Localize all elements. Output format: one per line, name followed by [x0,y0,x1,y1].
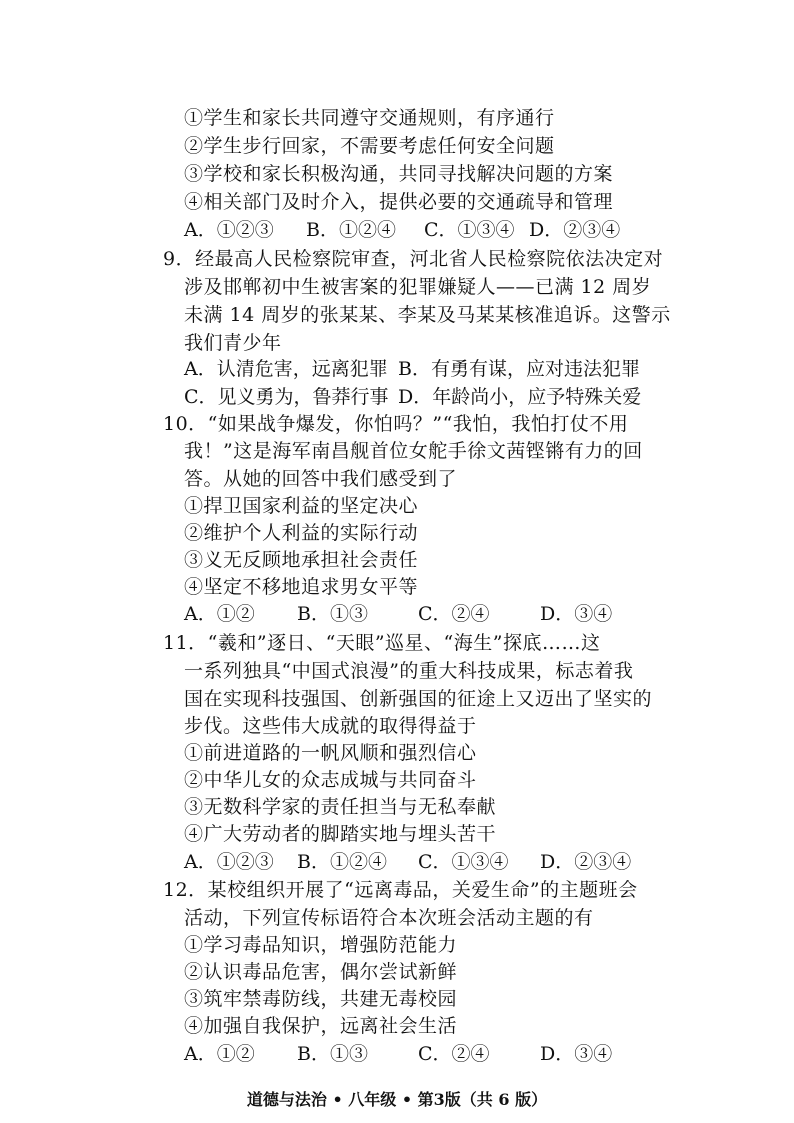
q12-item-4: ④加强自我保护，远离社会生活 [184,1015,458,1037]
q11-item-4: ④广大劳动者的脚踏实地与埋头苦干 [184,823,497,845]
q10-item-2: ②维护个人利益的实际行动 [184,522,419,544]
page-footer: 道德与法治 • 八年级 • 第3版（共 6 版） [246,1090,548,1109]
q9-option-a: A．认清危害，远离犯罪 [184,358,388,380]
q9-stem-line-1: 9．经最高人民检察院审查，河北省人民检察院依法决定对 [163,248,664,270]
q12-options [184,1041,644,1067]
q11-option-a: A．①②③ [184,851,274,873]
q9-stem-line-2: 涉及邯郸初中生被害案的犯罪嫌疑人——已满 12 周岁 [184,276,652,298]
q10-option-b: B．①③ [297,603,368,625]
q11-options [184,849,644,875]
q11-stem-line-1: 11．“羲和”逐日、“天眼”巡星、“海生”探底……这 [163,632,601,654]
q10-option-d: D．③④ [540,603,613,625]
q8-option-c: C．①③④ [424,219,515,241]
q8-item-3: ③学校和家长积极沟通，共同寻找解决问题的方案 [184,163,614,185]
q11-option-b: B．①②④ [297,851,387,873]
q11-item-1: ①前进道路的一帆风顺和强烈信心 [184,742,477,764]
q10-item-1: ①捍卫国家利益的坚定决心 [184,495,419,517]
q11-stem-line-4: 步伐。这些伟大成就的取得得益于 [184,715,477,737]
q10-stem-line-3: 答。从她的回答中我们感受到了 [184,468,458,490]
q12-option-a: A．①② [184,1043,255,1065]
q12-item-3: ③筑牢禁毒防线，共建无毒校园 [184,988,458,1010]
q10-stem-line-1: 10．“如果战争爆发，你怕吗？”“我怕，我怕打仗不用 [163,413,629,435]
q12-stem-line-1: 12．某校组织开展了“远离毒品，关爱生命”的主题班会 [163,879,638,901]
q10-options [184,601,644,627]
q10-option-c: C．②④ [418,603,490,625]
q11-option-c: C．①③④ [418,851,509,873]
q12-option-b: B．①③ [297,1043,368,1065]
q9-options-row-2 [184,384,644,410]
q11-stem-line-2: 一系列独具“中国式浪漫”的重大科技成果，标志着我 [184,660,634,682]
q10-option-a: A．①② [184,603,255,625]
q8-item-2: ②学生步行回家，不需要考虑任何安全问题 [184,135,555,157]
q8-option-b: B．①②④ [306,219,396,241]
q8-options [184,217,644,243]
q11-item-2: ②中华儿女的众志成城与共同奋斗 [184,769,477,791]
q9-option-b: B．有勇有谋，应对违法犯罪 [398,358,640,380]
q9-options-row-1 [184,356,644,382]
q8-option-d: D．②③④ [529,219,621,241]
q11-stem-line-3: 国在实现科技强国、创新强国的征途上又迈出了坚实的 [184,688,653,710]
q11-option-d: D．②③④ [540,851,632,873]
q12-option-c: C．②④ [418,1043,490,1065]
q12-option-d: D．③④ [540,1043,613,1065]
q10-item-3: ③义无反顾地承担社会责任 [184,549,419,571]
q12-item-1: ①学习毒品知识，增强防范能力 [184,934,458,956]
q9-stem-line-3: 未满 14 周岁的张某某、李某及马某某核准追诉。这警示 [184,304,671,326]
q8-option-a: A．①②③ [184,219,274,241]
q10-item-4: ④坚定不移地追求男女平等 [184,576,419,598]
q10-stem-line-2: 我！”这是海军南昌舰首位女舵手徐文茜铿锵有力的回 [184,440,643,462]
q9-option-c: C．见义勇为，鲁莽行事 [184,386,389,408]
q9-stem-line-4: 我们青少年 [184,332,282,354]
q12-stem-line-2: 活动，下列宣传标语符合本次班会活动主题的有 [184,907,594,929]
q8-item-4: ④相关部门及时介入，提供必要的交通疏导和管理 [184,191,614,213]
q12-item-2: ②认识毒品危害，偶尔尝试新鲜 [184,961,458,983]
q8-item-1: ①学生和家长共同遵守交通规则，有序通行 [184,107,555,129]
q9-option-d: D．年龄尚小，应予特殊关爱 [398,386,642,408]
q11-item-3: ③无数科学家的责任担当与无私奉献 [184,796,497,818]
